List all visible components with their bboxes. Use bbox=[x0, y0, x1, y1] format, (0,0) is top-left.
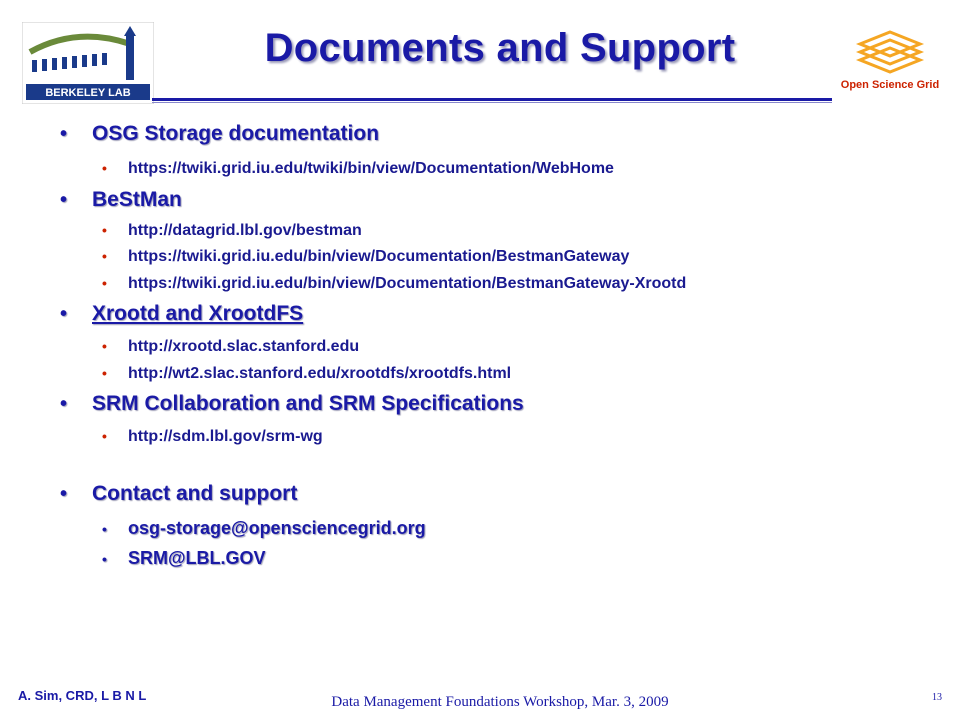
bullet-icon: • bbox=[60, 123, 68, 145]
section-heading: • Xrootd and XrootdFS bbox=[60, 302, 304, 325]
bullet-icon: • bbox=[102, 248, 107, 264]
bullet-icon: • bbox=[102, 275, 107, 291]
section-heading: • Contact and support bbox=[60, 482, 298, 505]
section-heading: • OSG Storage documentation bbox=[60, 122, 380, 145]
title-divider bbox=[152, 98, 832, 101]
link-item[interactable]: • http://xrootd.slac.stanford.edu bbox=[102, 338, 360, 355]
link-item[interactable]: • https://twiki.grid.iu.edu/bin/view/Documentation/BestmanGateway bbox=[102, 248, 630, 265]
bullet-icon: • bbox=[102, 428, 107, 444]
bullet-icon: • bbox=[102, 365, 107, 381]
link-item[interactable]: • https://twiki.grid.iu.edu/twiki/bin/view/Documentation/WebHome bbox=[102, 160, 614, 177]
bullet-icon: • bbox=[102, 338, 107, 354]
bullet-icon: • bbox=[60, 303, 68, 325]
berkeley-lab-logo-text: BERKELEY LAB bbox=[45, 87, 131, 99]
link-item[interactable]: • http://sdm.lbl.gov/srm-wg bbox=[102, 428, 323, 445]
bullet-icon: • bbox=[60, 483, 68, 505]
bullet-icon: • bbox=[60, 189, 68, 211]
bullet-icon: • bbox=[102, 160, 107, 176]
email-link[interactable]: • osg-storage@opensciencegrid.org bbox=[102, 518, 426, 538]
section-heading: • SRM Collaboration and SRM Specifications bbox=[60, 392, 524, 415]
page-number: 13 bbox=[932, 692, 942, 703]
bullet-icon: • bbox=[60, 393, 68, 415]
link-item[interactable]: • http://wt2.slac.stanford.edu/xrootdfs/xrootdfs.html bbox=[102, 365, 512, 382]
link-item[interactable]: • http://datagrid.lbl.gov/bestman bbox=[102, 222, 362, 239]
link-item[interactable]: • https://twiki.grid.iu.edu/bin/view/Documentation/BestmanGateway-Xrootd bbox=[102, 275, 687, 292]
email-link[interactable]: • SRM@LBL.GOV bbox=[102, 548, 266, 568]
osg-logo-text: Open Science Grid bbox=[840, 79, 940, 91]
title-divider-shadow bbox=[152, 102, 832, 103]
footer-workshop: Data Management Foundations Workshop, Mar. 3, 2009 bbox=[331, 694, 669, 710]
section-heading: • BeStMan bbox=[60, 188, 182, 211]
slide-title: Documents and Support bbox=[264, 26, 736, 70]
bullet-icon: • bbox=[102, 222, 107, 238]
bullet-icon: • bbox=[102, 521, 107, 537]
footer-author: A. Sim, CRD, L B N L bbox=[18, 688, 147, 703]
bullet-icon: • bbox=[102, 551, 107, 567]
